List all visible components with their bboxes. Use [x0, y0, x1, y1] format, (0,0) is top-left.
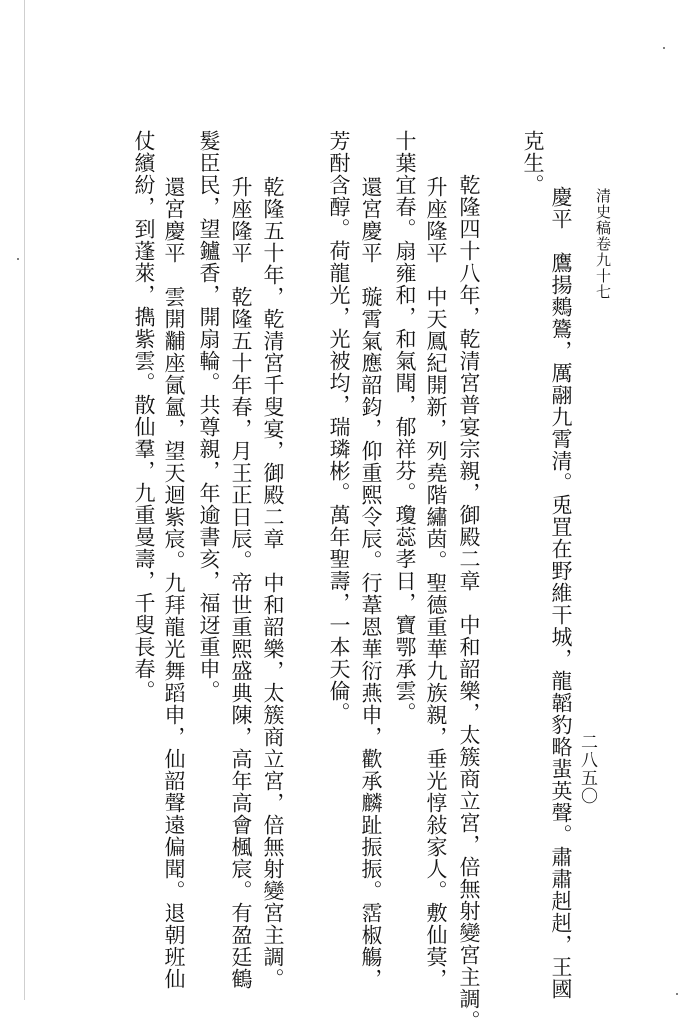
text-column-3: 乾隆四十八年，乾清宮普宴宗親，御殿二章 中和韶樂，太簇商立宮，倍無射變宮主調。	[457, 174, 481, 1032]
scan-speck	[17, 258, 19, 260]
text-column-4: 升座隆平 中天鳳紀開新，列堯階繡茵。聖德重華九族親，垂光惇敍家人。敷仙蓂，	[424, 176, 448, 990]
scan-speck	[663, 47, 665, 49]
text-column-9: 升座隆平 乾隆五十年春，月王正日辰。帝世重熙盛典陳，高年高會楓宸。有盈廷鶴	[229, 176, 253, 990]
text-column-12: 仗繽紛，到蓬萊，擕紫雲。散仙羣，九重曼壽，千叟長春。	[132, 130, 156, 702]
running-title: 清史稿卷九十七	[594, 188, 612, 300]
text-column-6: 還宮慶平 璇霄氣應韶鈞，仰重熙令辰。行葦恩華衍燕申，歡承麟趾振振。霑椒觴，	[359, 176, 383, 990]
scan-speck	[676, 993, 678, 995]
text-column-8: 乾隆五十年，乾清宮千叟宴，御殿二章 中和韶樂，太簇商立宮，倍無射變宮主調。	[261, 176, 285, 990]
page-number: 二八五〇	[577, 733, 597, 805]
text-column-5: 十葉宜春。扇雍和，和氣聞，郁祥芬。瓊蕊孝日，寶鄂承雲。	[393, 130, 417, 724]
text-column-11: 還宮慶平 雲開黼座氤氳，望天迴紫宸。九拜龍光舞蹈申，仙韶聲遠偏聞。退朝班仙	[162, 176, 186, 990]
page-edge-line	[24, 0, 25, 1000]
text-column-2: 克生。	[521, 130, 545, 196]
text-column-7: 芳酎含醇。荷龍光，光被均，瑞璘彬。萬年聖壽，一本天倫。	[327, 130, 351, 724]
text-column-1: 慶平 鷹揚鷞鷟，厲翮九霄清。兎罝在野維干城，龍韜豹略蜚英聲。肅肅赳赳，王國	[549, 186, 573, 1000]
text-column-10: 髮臣民，望鑪香，開扇輪。共尊親，年逾書亥，福迓重申。	[197, 130, 221, 702]
